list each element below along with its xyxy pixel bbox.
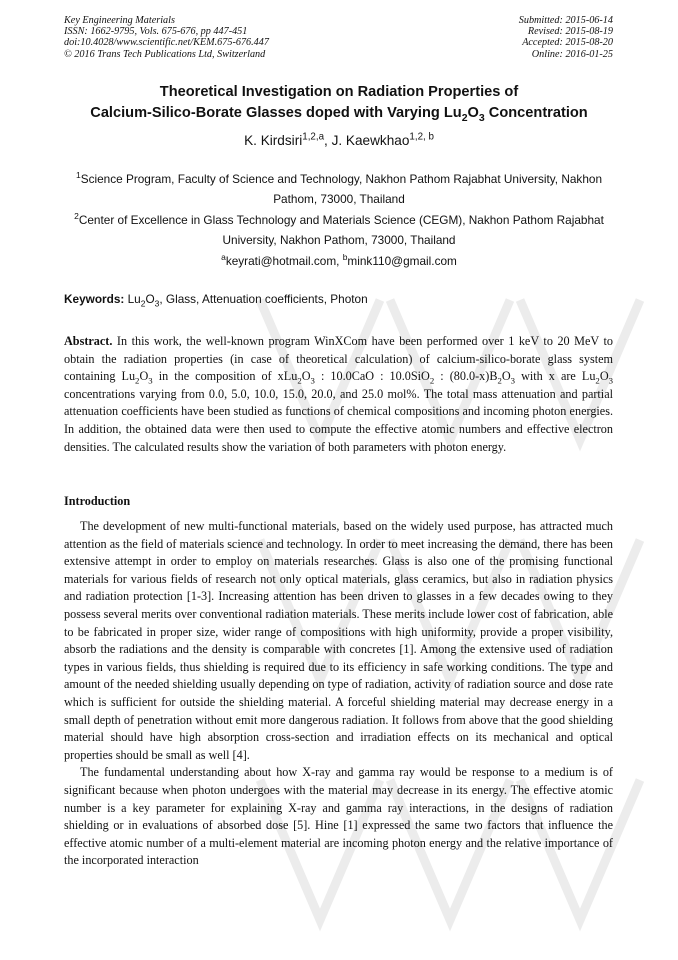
author-emails — [40, 254, 638, 268]
affiliation-text: Center of Excellence in Glass Technology and Materials Science (CEGM), Nakhon Pathom Rajabhat University, Nakhon Pathom, 73000, Thailand — [78, 213, 604, 247]
abstract-subscript: 2 — [135, 375, 140, 386]
abstract-text: : (80.0-x)B — [434, 369, 498, 384]
author-separator: , — [324, 133, 332, 148]
abstract-subscript: 3 — [608, 375, 614, 386]
date-submitted: Submitted: 2015-06-14 — [518, 15, 613, 26]
affiliation-1 — [64, 169, 614, 209]
title-text: Calcium-Silico-Borate Glasses doped with Varying Lu — [90, 105, 462, 121]
email-link[interactable]: keyrati@hotmail.com, — [225, 254, 343, 268]
abstract-subscript: 3 — [148, 375, 153, 386]
title-text: Concentration — [484, 105, 588, 121]
affiliation-text: Science Program, Faculty of Science and Technology, Nakhon Pathom Rajabhat University, Nakhon Pathom, 73000, Thailand — [80, 172, 603, 206]
author-name: K. Kirdsiri — [244, 133, 303, 148]
date-online: Online: 2016-01-25 — [531, 48, 613, 60]
abstract-text: O — [501, 369, 511, 384]
abstract-subscript: 2 — [497, 375, 502, 386]
journal-name: Key Engineering Materials — [64, 15, 175, 26]
title-text: O — [467, 105, 479, 121]
abstract-subscript: 2 — [429, 375, 435, 386]
abstract-text: O — [599, 369, 609, 384]
journal-doi: doi:10.4028/www.scientific.net/KEM.675-676.447 — [64, 37, 269, 49]
title-subscript: 2 — [461, 111, 468, 124]
author-list — [40, 133, 638, 148]
title-line-2 — [40, 103, 638, 124]
keyword-subscript: 3 — [154, 298, 160, 309]
journal-info — [64, 15, 269, 60]
abstract-text: concentrations varying from 0.0, 5.0, 10.0, 15.0, 20.0, and 25.0 mol%. The total mass attenuation and partial attenuation coefficients have been studied as functions of chemical compositions and incoming photon energies. In addition, the obtained data were then used to compute the effective atomic numbers and effective electron densities. The calculated results show the variation of both parameters with photon energy. — [64, 386, 613, 454]
date-revised: Revised: 2015-08-19 — [527, 26, 613, 38]
abstract — [64, 333, 613, 456]
author-name: J. Kaewkhao — [331, 133, 410, 148]
email-mark: b — [342, 252, 348, 263]
affiliation-number: 2 — [74, 211, 79, 222]
paper-title — [40, 82, 638, 124]
introduction-body — [64, 518, 613, 870]
abstract-text: In this work, the well-known program WinXCom have been performed over 1 keV to 20 MeV to obtain the radiation properties (in case of theoretical calculation) of calcium-silico-borate glass system containing Lu — [64, 334, 613, 384]
keyword-text: , Glass, Attenuation coefficients, Photon — [159, 292, 368, 306]
abstract-subscript: 2 — [595, 375, 600, 386]
paragraph: The development of new multi-functional materials, based on the widely used purpose, has attracted much attention as the field of materials science and technology. In order to meet increasing the demand, there has been extensive attempt in order to employ on materials researches. Glass is also one of the promising functional materials for various fields of research not only optical materials, glass ceramics, but also in radiation physics and radiation protection [1-3]. Increasing attention has been driven to glasses in a few decades owing to they possess several merits over conventional radiation materials. These merits include lower cost of fabrication, able to be fabricated in proper size, wider range of compositions with high uniformity, provide a proper visibility, absorb the radiations and the density is comparable with concretes [1]. Among the extensive used of radiation types in various fields, thus shielding is required due to its efficiency in safe working conditions. The type and amount of the needed shielding usually depending on type of radiation, activity of radiation source and dose rate which is sufficient for outside the shielding material. A forceful shielding material may decrease energy in a small depth of penetration without emit more dangerous radiation. It follows from above that the good shielding material should have high absorption cross-section and irradiation effects on its mechanical and optical properties should be small as well [4]. — [64, 519, 613, 762]
abstract-subscript: 2 — [297, 375, 302, 386]
author-affiliation-mark: 1,2, b — [409, 131, 434, 143]
keyword-text: Lu — [124, 292, 141, 306]
keyword-subscript: 2 — [140, 298, 146, 309]
journal-copyright: © 2016 Trans Tech Publications Ltd, Switzerland — [64, 48, 266, 60]
abstract-label: Abstract. — [64, 334, 113, 348]
journal-issn: ISSN: 1662-9795, Vols. 675-676, pp 447-451 — [64, 26, 248, 38]
date-accepted: Accepted: 2015-08-20 — [522, 37, 613, 49]
title-line-1: Theoretical Investigation on Radiation Properties of — [159, 84, 519, 100]
keywords — [64, 292, 368, 309]
abstract-subscript: 3 — [510, 375, 516, 386]
keywords-label: Keywords: — [64, 292, 125, 306]
abstract-text: : 10.0CaO : 10.0SiO — [314, 369, 430, 384]
email-link[interactable]: mink110@gmail.com — [347, 254, 457, 268]
abstract-text: in the composition of xLu — [152, 369, 298, 384]
author-affiliation-mark: 1,2,a — [302, 131, 325, 143]
affiliation-2 — [64, 210, 614, 250]
publication-dates — [519, 15, 613, 60]
paragraph: The fundamental understanding about how X-ray and gamma ray would be response to a medium is of significant because when photon undergoes with the material may decrease in its energy. The effective atomic number is a key parameter for explaining X-ray and gamma ray interactions, in the designs of radiation shielding or in evaluations of absorbed dose [5]. Hine [1] expressed the same two factors that influence the effective atomic number of a multi-element material are incoming photon energy and the relative importance of the incorporated interaction — [64, 765, 613, 868]
abstract-subscript: 3 — [310, 375, 315, 386]
abstract-text: O — [139, 369, 149, 384]
abstract-text: O — [301, 369, 311, 384]
email-mark: a — [221, 252, 226, 263]
title-subscript: 3 — [478, 111, 485, 124]
section-heading-introduction: Introduction — [64, 494, 131, 508]
keyword-text: O — [145, 292, 155, 306]
abstract-text: with x are Lu — [515, 369, 596, 384]
affiliation-number: 1 — [75, 170, 81, 181]
